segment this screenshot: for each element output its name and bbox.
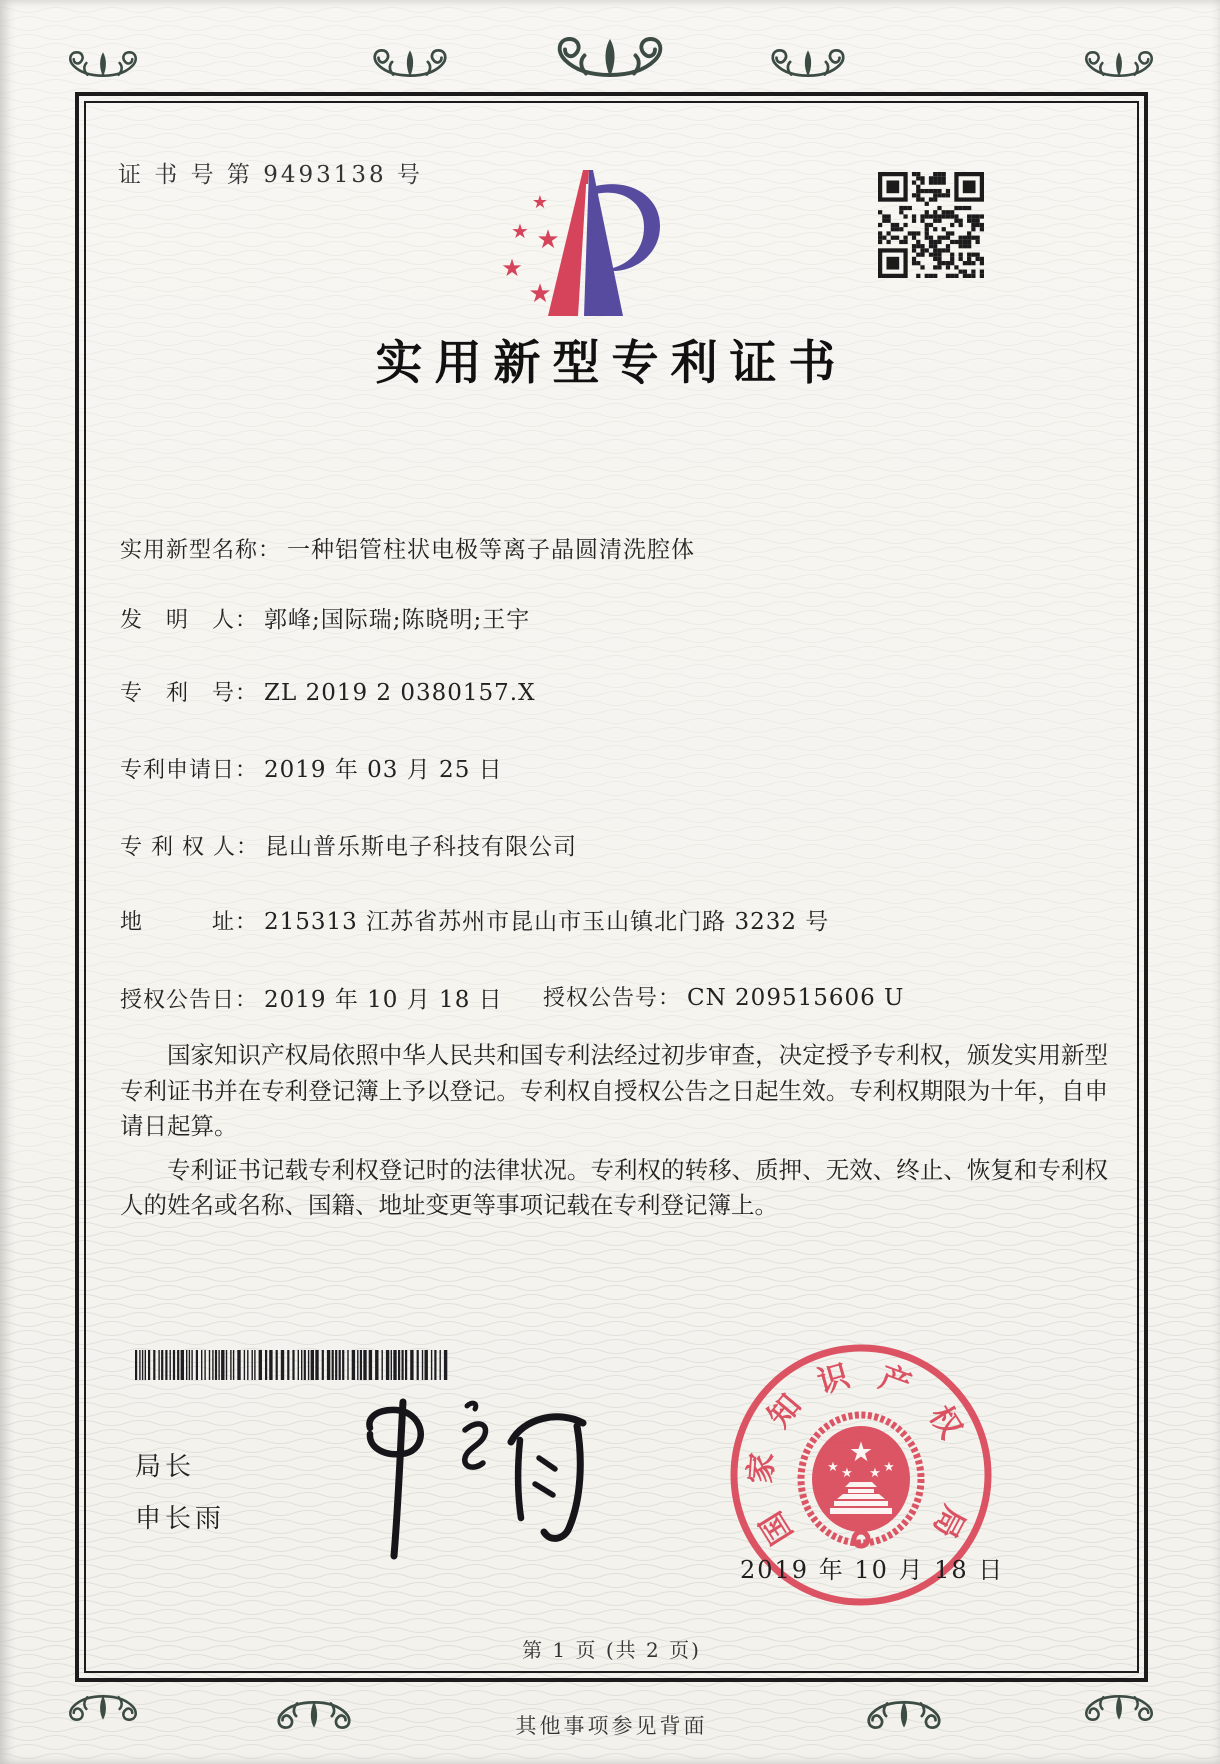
grant-announcement-number: [543, 981, 904, 1012]
director-name-label: 申长雨: [135, 1504, 226, 1534]
field-row-patent-number: [120, 676, 1100, 707]
field-row-filing-date: [120, 751, 1100, 784]
svg-text:★: ★: [511, 219, 529, 243]
seal-char: 家: [742, 1451, 781, 1485]
svg-text:★: ★: [869, 1466, 881, 1481]
field-row-inventors: [120, 601, 1100, 634]
seal-char: 知: [761, 1387, 809, 1435]
seal-char: 局: [925, 1499, 973, 1544]
top-ornament-icon: [368, 44, 452, 82]
certificate-title: 实用新型专利证书: [375, 336, 848, 391]
barcode: [135, 1350, 448, 1380]
svg-text:★: ★: [531, 192, 549, 213]
field-label: 专 利 号：: [120, 681, 259, 706]
field-value: ZL 2019 2 0380157.X: [264, 680, 536, 706]
legal-paragraph-1: 国家知识产权局依照中华人民共和国专利法经过初步审查，决定授予专利权，颁发实用新型专利证书并在专利登记簿上予以登记。专利权自授权公告之日起生效。专利权期限为十年，自申请日起算。: [120, 1041, 1108, 1140]
field-label: 授权公告号：: [543, 986, 682, 1011]
svg-text:★: ★: [841, 1466, 853, 1481]
qr-code: [878, 172, 984, 278]
corner-ornament-icon: [64, 46, 142, 82]
corner-ornament-icon: [1080, 46, 1158, 82]
seal-char: 产: [874, 1359, 916, 1404]
field-value: 215313 江苏省苏州市昆山市玉山镇北门路 3232 号: [264, 909, 830, 935]
field-value: 郭峰;国际瑞;陈晓明;王宇: [264, 607, 531, 633]
field-value: 2019 年 03 月 25 日: [264, 757, 503, 783]
field-row-address: [120, 903, 1100, 936]
back-side-note: 其他事项参见背面: [515, 1714, 708, 1738]
field-row-patentee: [120, 828, 1100, 861]
legal-paragraph-2: 专利证书记载专利权登记时的法律状况。专利权的转移、质押、无效、终止、恢复和专利权人的姓名或名称、国籍、地址变更等事项记载在专利登记簿上。: [120, 1155, 1108, 1219]
seal-char: 识: [813, 1357, 854, 1401]
field-label: 授权公告日：: [120, 988, 259, 1013]
field-label: 专 利 权 人：: [120, 835, 259, 860]
svg-text:★: ★: [848, 1437, 874, 1468]
top-center-crest-icon: [548, 30, 672, 84]
field-label: 专利申请日：: [120, 758, 259, 783]
director-title-label: 局长: [135, 1452, 196, 1482]
director-signature: [315, 1398, 610, 1563]
field-row-grant-date: [120, 981, 1100, 1014]
field-label: 地 址：: [120, 910, 259, 935]
svg-text:★: ★: [528, 279, 552, 309]
field-label: 发 明 人：: [120, 608, 259, 633]
cnipa-logo-icon: [492, 164, 677, 316]
seal-char: 国: [753, 1505, 801, 1551]
seal-date: 2019 年 10 月 18 日: [740, 1556, 1005, 1584]
svg-text:★: ★: [501, 254, 523, 282]
field-row-utility-model-name: [120, 531, 1100, 564]
top-ornament-icon: [766, 44, 850, 82]
legal-text-block: [120, 1038, 1108, 1232]
field-value: 2019 年 10 月 18 日: [264, 987, 503, 1013]
seal-char: 权: [921, 1399, 969, 1445]
svg-text:★: ★: [827, 1460, 839, 1475]
svg-text:★: ★: [883, 1460, 895, 1475]
svg-text:★: ★: [536, 225, 560, 255]
field-value: 昆山普乐斯电子科技有限公司: [264, 834, 577, 860]
page-number: 第 1 页 (共 2 页): [522, 1638, 701, 1662]
certificate-number: 证 书 号 第 9493138 号: [118, 162, 423, 188]
field-label: 实用新型名称：: [120, 538, 282, 563]
field-value: 一种铝管柱状电极等离子晶圆清洗腔体: [287, 537, 696, 563]
field-value: CN 209515606 U: [687, 985, 905, 1011]
